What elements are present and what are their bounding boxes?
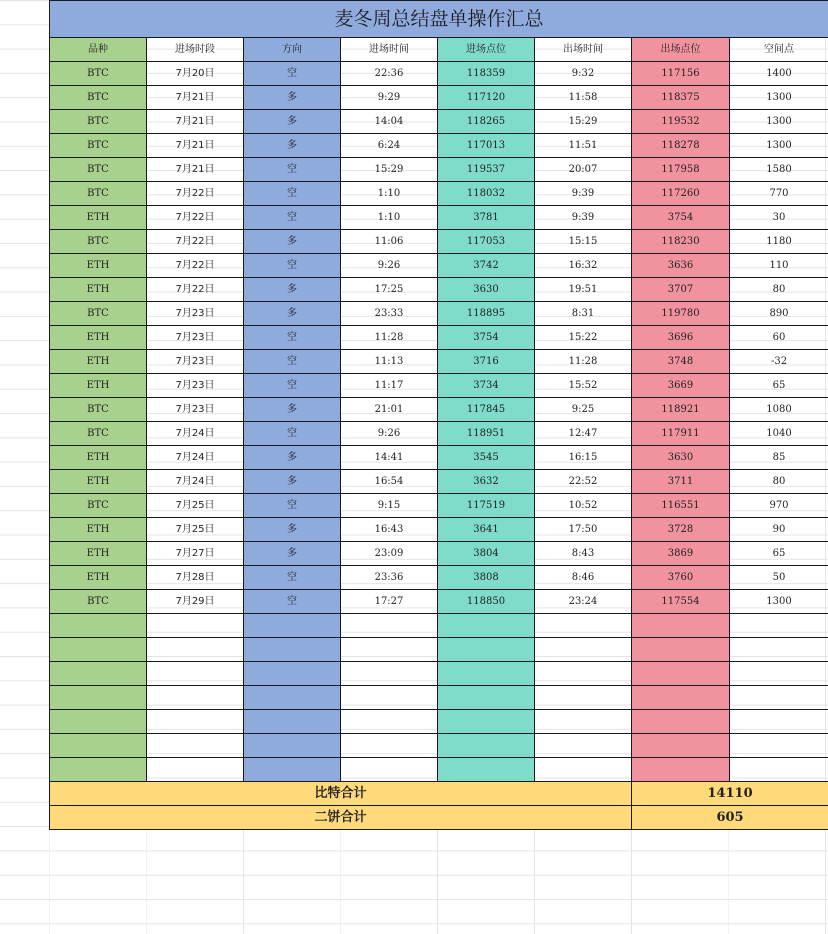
cell-empty[interactable]: [341, 638, 438, 662]
cell-entry-time[interactable]: 9:29: [341, 86, 438, 110]
cell-entry-time[interactable]: 22:36: [341, 62, 438, 86]
cell-exit-price[interactable]: 119532: [632, 110, 730, 134]
header-row: [50, 38, 828, 62]
table-row: [50, 302, 828, 326]
cell-entry-price[interactable]: 3716: [438, 350, 535, 374]
cell-empty[interactable]: [147, 638, 244, 662]
cell-entry-price[interactable]: 118265: [438, 110, 535, 134]
cell-empty[interactable]: [438, 734, 535, 758]
empty-row: [50, 710, 828, 734]
cell-exit-time[interactable]: 9:25: [535, 398, 632, 422]
cell-entry-date[interactable]: 7月21日: [147, 110, 244, 134]
header-exit-time[interactable]: 出场时间: [535, 38, 632, 62]
cell-points[interactable]: 1580: [730, 158, 828, 182]
cell-empty[interactable]: [147, 662, 244, 686]
cell-points[interactable]: 80: [730, 278, 828, 302]
cell-entry-time[interactable]: 9:26: [341, 422, 438, 446]
header-entry-price[interactable]: 进场点位: [438, 38, 535, 62]
cell-entry-date[interactable]: 7月27日: [147, 542, 244, 566]
cell-exit-price[interactable]: 3696: [632, 326, 730, 350]
cell-empty[interactable]: [244, 710, 341, 734]
cell-empty[interactable]: [535, 686, 632, 710]
cell-entry-time[interactable]: 11:13: [341, 350, 438, 374]
cell-entry-price[interactable]: 3808: [438, 566, 535, 590]
cell-entry-time[interactable]: 23:33: [341, 302, 438, 326]
cell-exit-time[interactable]: 15:52: [535, 374, 632, 398]
cell-empty[interactable]: [244, 734, 341, 758]
cell-direction[interactable]: 空: [244, 422, 341, 446]
cell-empty[interactable]: [341, 662, 438, 686]
cell-empty[interactable]: [147, 734, 244, 758]
cell-entry-date[interactable]: 7月23日: [147, 398, 244, 422]
header-entry-time[interactable]: 进场时间: [341, 38, 438, 62]
empty-row: [50, 686, 828, 710]
table-row: [50, 230, 828, 254]
cell-direction[interactable]: 空: [244, 374, 341, 398]
cell-entry-date[interactable]: 7月23日: [147, 302, 244, 326]
sheet-title[interactable]: 麦冬周总结盘单操作汇总: [50, 1, 828, 38]
cell-entry-date[interactable]: 7月22日: [147, 230, 244, 254]
cell-entry-time[interactable]: 11:06: [341, 230, 438, 254]
cell-product[interactable]: ETH: [50, 350, 147, 374]
cell-exit-price[interactable]: 116551: [632, 494, 730, 518]
cell-entry-time[interactable]: 1:10: [341, 206, 438, 230]
cell-empty[interactable]: [50, 734, 147, 758]
cell-entry-price[interactable]: 118895: [438, 302, 535, 326]
cell-empty[interactable]: [632, 734, 730, 758]
cell-entry-time[interactable]: 23:09: [341, 542, 438, 566]
cell-points[interactable]: 1300: [730, 110, 828, 134]
cell-exit-price[interactable]: 117911: [632, 422, 730, 446]
header-direction[interactable]: 方向: [244, 38, 341, 62]
cell-exit-time[interactable]: 10:52: [535, 494, 632, 518]
empty-row: [50, 638, 828, 662]
cell-product[interactable]: ETH: [50, 326, 147, 350]
cell-points[interactable]: 65: [730, 542, 828, 566]
cell-product[interactable]: BTC: [50, 422, 147, 446]
cell-product[interactable]: BTC: [50, 398, 147, 422]
cell-product[interactable]: BTC: [50, 62, 147, 86]
cell-direction[interactable]: 多: [244, 110, 341, 134]
cell-entry-time[interactable]: 17:27: [341, 590, 438, 614]
cell-empty[interactable]: [535, 638, 632, 662]
cell-entry-price[interactable]: 118032: [438, 182, 535, 206]
cell-exit-time[interactable]: 16:15: [535, 446, 632, 470]
table-row: [50, 398, 828, 422]
cell-direction[interactable]: 空: [244, 254, 341, 278]
cell-entry-date[interactable]: 7月24日: [147, 446, 244, 470]
cell-entry-time[interactable]: 6:24: [341, 134, 438, 158]
cell-entry-price[interactable]: 118951: [438, 422, 535, 446]
cell-entry-price[interactable]: 3641: [438, 518, 535, 542]
cell-points[interactable]: 110: [730, 254, 828, 278]
cell-exit-time[interactable]: 19:51: [535, 278, 632, 302]
cell-empty[interactable]: [632, 662, 730, 686]
cell-empty[interactable]: [50, 638, 147, 662]
cell-exit-time[interactable]: 8:31: [535, 302, 632, 326]
cell-product[interactable]: ETH: [50, 470, 147, 494]
table-row: [50, 134, 828, 158]
cell-exit-price[interactable]: 118921: [632, 398, 730, 422]
cell-empty[interactable]: [244, 662, 341, 686]
total-label[interactable]: 二饼合计: [50, 806, 632, 830]
cell-entry-date[interactable]: 7月22日: [147, 278, 244, 302]
empty-row: [50, 734, 828, 758]
cell-empty[interactable]: [244, 614, 341, 638]
table-row: [50, 326, 828, 350]
cell-empty[interactable]: [730, 638, 828, 662]
cell-points[interactable]: 90: [730, 518, 828, 542]
cell-exit-price[interactable]: 117260: [632, 182, 730, 206]
cell-entry-price[interactable]: 3734: [438, 374, 535, 398]
cell-points[interactable]: 970: [730, 494, 828, 518]
cell-empty[interactable]: [244, 686, 341, 710]
cell-exit-time[interactable]: 12:47: [535, 422, 632, 446]
cell-entry-date[interactable]: 7月28日: [147, 566, 244, 590]
cell-points[interactable]: 60: [730, 326, 828, 350]
cell-entry-time[interactable]: 11:28: [341, 326, 438, 350]
cell-points[interactable]: 1300: [730, 134, 828, 158]
cell-product[interactable]: ETH: [50, 278, 147, 302]
cell-product[interactable]: BTC: [50, 182, 147, 206]
cell-exit-time[interactable]: 8:46: [535, 566, 632, 590]
cell-exit-price[interactable]: 3630: [632, 446, 730, 470]
cell-points[interactable]: 65: [730, 374, 828, 398]
cell-points[interactable]: 1080: [730, 398, 828, 422]
cell-empty[interactable]: [535, 758, 632, 782]
cell-direction[interactable]: 空: [244, 566, 341, 590]
cell-points[interactable]: 1400: [730, 62, 828, 86]
total-value[interactable]: 14110: [632, 782, 828, 806]
cell-empty[interactable]: [730, 758, 828, 782]
cell-entry-price[interactable]: 3781: [438, 206, 535, 230]
cell-exit-price[interactable]: 118230: [632, 230, 730, 254]
cell-empty[interactable]: [438, 710, 535, 734]
cell-entry-time[interactable]: 14:04: [341, 110, 438, 134]
table-row: [50, 422, 828, 446]
empty-row: [50, 758, 828, 782]
cell-entry-date[interactable]: 7月22日: [147, 182, 244, 206]
cell-entry-price[interactable]: 3632: [438, 470, 535, 494]
cell-product[interactable]: BTC: [50, 86, 147, 110]
cell-empty[interactable]: [341, 734, 438, 758]
cell-product[interactable]: ETH: [50, 566, 147, 590]
cell-empty[interactable]: [50, 614, 147, 638]
cell-empty[interactable]: [438, 614, 535, 638]
cell-empty[interactable]: [341, 686, 438, 710]
cell-entry-time[interactable]: 11:17: [341, 374, 438, 398]
table-row: [50, 494, 828, 518]
cell-direction[interactable]: 空: [244, 326, 341, 350]
cell-entry-date[interactable]: 7月29日: [147, 590, 244, 614]
cell-product[interactable]: ETH: [50, 446, 147, 470]
table-row: [50, 254, 828, 278]
cell-empty[interactable]: [730, 734, 828, 758]
cell-entry-time[interactable]: 15:29: [341, 158, 438, 182]
cell-empty[interactable]: [50, 710, 147, 734]
table-row: [50, 278, 828, 302]
total-label[interactable]: 比特合计: [50, 782, 632, 806]
cell-exit-time[interactable]: 9:39: [535, 182, 632, 206]
cell-exit-time[interactable]: 9:39: [535, 206, 632, 230]
cell-exit-time[interactable]: 22:52: [535, 470, 632, 494]
cell-direction[interactable]: 多: [244, 446, 341, 470]
total-row: [50, 782, 828, 806]
cell-empty[interactable]: [50, 686, 147, 710]
cell-empty[interactable]: [341, 614, 438, 638]
cell-entry-price[interactable]: 117053: [438, 230, 535, 254]
cell-entry-price[interactable]: 118359: [438, 62, 535, 86]
cell-product[interactable]: BTC: [50, 110, 147, 134]
cell-exit-price[interactable]: 3760: [632, 566, 730, 590]
cell-empty[interactable]: [535, 614, 632, 638]
header-exit-price[interactable]: 出场点位: [632, 38, 730, 62]
cell-product[interactable]: BTC: [50, 590, 147, 614]
cell-empty[interactable]: [50, 758, 147, 782]
cell-points[interactable]: 80: [730, 470, 828, 494]
table-row: [50, 374, 828, 398]
cell-exit-price[interactable]: 119780: [632, 302, 730, 326]
cell-direction[interactable]: 多: [244, 134, 341, 158]
header-entry-date[interactable]: 进场时段: [147, 38, 244, 62]
cell-direction[interactable]: 多: [244, 86, 341, 110]
cell-exit-time[interactable]: 8:43: [535, 542, 632, 566]
cell-points[interactable]: 1300: [730, 590, 828, 614]
cell-exit-time[interactable]: 15:15: [535, 230, 632, 254]
cell-points[interactable]: 1300: [730, 86, 828, 110]
cell-entry-price[interactable]: 118850: [438, 590, 535, 614]
cell-empty[interactable]: [244, 758, 341, 782]
cell-empty[interactable]: [632, 710, 730, 734]
table-row: [50, 182, 828, 206]
cell-entry-date[interactable]: 7月20日: [147, 62, 244, 86]
cell-direction[interactable]: 多: [244, 278, 341, 302]
cell-product[interactable]: ETH: [50, 374, 147, 398]
cell-direction[interactable]: 多: [244, 518, 341, 542]
cell-exit-price[interactable]: 3748: [632, 350, 730, 374]
cell-points[interactable]: 1180: [730, 230, 828, 254]
cell-entry-date[interactable]: 7月23日: [147, 326, 244, 350]
cell-empty[interactable]: [535, 710, 632, 734]
cell-exit-time[interactable]: 23:24: [535, 590, 632, 614]
cell-entry-price[interactable]: 3804: [438, 542, 535, 566]
cell-entry-time[interactable]: 1:10: [341, 182, 438, 206]
cell-entry-time[interactable]: 14:41: [341, 446, 438, 470]
table-row: [50, 62, 828, 86]
cell-empty[interactable]: [147, 758, 244, 782]
cell-exit-time[interactable]: 17:50: [535, 518, 632, 542]
table-row: [50, 542, 828, 566]
cell-points[interactable]: 1040: [730, 422, 828, 446]
cell-exit-price[interactable]: 3869: [632, 542, 730, 566]
cell-entry-date[interactable]: 7月21日: [147, 86, 244, 110]
cell-entry-date[interactable]: 7月21日: [147, 158, 244, 182]
cell-empty[interactable]: [244, 638, 341, 662]
cell-product[interactable]: ETH: [50, 542, 147, 566]
cell-entry-date[interactable]: 7月23日: [147, 374, 244, 398]
cell-empty[interactable]: [730, 686, 828, 710]
cell-product[interactable]: BTC: [50, 134, 147, 158]
cell-entry-time[interactable]: 17:25: [341, 278, 438, 302]
trade-summary-table: [49, 0, 828, 830]
cell-exit-price[interactable]: 3669: [632, 374, 730, 398]
cell-exit-time[interactable]: 11:51: [535, 134, 632, 158]
cell-product[interactable]: ETH: [50, 206, 147, 230]
cell-direction[interactable]: 空: [244, 206, 341, 230]
cell-exit-price[interactable]: 117156: [632, 62, 730, 86]
cell-entry-price[interactable]: 117013: [438, 134, 535, 158]
cell-exit-time[interactable]: 11:28: [535, 350, 632, 374]
cell-product[interactable]: BTC: [50, 494, 147, 518]
cell-entry-price[interactable]: 117519: [438, 494, 535, 518]
cell-exit-time[interactable]: 16:32: [535, 254, 632, 278]
cell-product[interactable]: BTC: [50, 302, 147, 326]
cell-direction[interactable]: 多: [244, 398, 341, 422]
cell-exit-price[interactable]: 3711: [632, 470, 730, 494]
cell-exit-price[interactable]: 3707: [632, 278, 730, 302]
cell-exit-time[interactable]: 15:22: [535, 326, 632, 350]
cell-entry-date[interactable]: 7月24日: [147, 422, 244, 446]
cell-empty[interactable]: [730, 662, 828, 686]
cell-entry-time[interactable]: 16:43: [341, 518, 438, 542]
cell-direction[interactable]: 多: [244, 470, 341, 494]
cell-exit-time[interactable]: 20:07: [535, 158, 632, 182]
cell-entry-date[interactable]: 7月25日: [147, 494, 244, 518]
cell-entry-date[interactable]: 7月21日: [147, 134, 244, 158]
cell-empty[interactable]: [147, 614, 244, 638]
table-row: [50, 566, 828, 590]
cell-entry-time[interactable]: 16:54: [341, 470, 438, 494]
cell-entry-date[interactable]: 7月22日: [147, 254, 244, 278]
cell-points[interactable]: 85: [730, 446, 828, 470]
cell-exit-price[interactable]: 3728: [632, 518, 730, 542]
cell-points[interactable]: 50: [730, 566, 828, 590]
cell-empty[interactable]: [438, 638, 535, 662]
total-row: [50, 806, 828, 830]
cell-empty[interactable]: [438, 662, 535, 686]
cell-direction[interactable]: 多: [244, 542, 341, 566]
table-row: [50, 590, 828, 614]
cell-entry-price[interactable]: 117120: [438, 86, 535, 110]
cell-empty[interactable]: [730, 710, 828, 734]
cell-exit-price[interactable]: 3636: [632, 254, 730, 278]
cell-points[interactable]: 770: [730, 182, 828, 206]
cell-entry-time[interactable]: 9:26: [341, 254, 438, 278]
cell-empty[interactable]: [632, 638, 730, 662]
cell-empty[interactable]: [438, 758, 535, 782]
cell-points[interactable]: 30: [730, 206, 828, 230]
table-row: [50, 110, 828, 134]
cell-exit-time[interactable]: 11:58: [535, 86, 632, 110]
cell-direction[interactable]: 空: [244, 350, 341, 374]
cell-entry-price[interactable]: 3545: [438, 446, 535, 470]
cell-direction[interactable]: 多: [244, 230, 341, 254]
title-row: [50, 1, 828, 38]
table-row: [50, 470, 828, 494]
cell-empty[interactable]: [147, 710, 244, 734]
cell-product[interactable]: ETH: [50, 518, 147, 542]
cell-exit-time[interactable]: 9:32: [535, 62, 632, 86]
table-row: [50, 158, 828, 182]
cell-empty[interactable]: [438, 686, 535, 710]
table-row: [50, 350, 828, 374]
header-product[interactable]: 品种: [50, 38, 147, 62]
cell-entry-date[interactable]: 7月23日: [147, 350, 244, 374]
cell-entry-time[interactable]: 21:01: [341, 398, 438, 422]
cell-empty[interactable]: [535, 734, 632, 758]
cell-exit-price[interactable]: 117554: [632, 590, 730, 614]
cell-empty[interactable]: [50, 662, 147, 686]
cell-entry-price[interactable]: 3630: [438, 278, 535, 302]
cell-exit-price[interactable]: 3754: [632, 206, 730, 230]
table-row: [50, 518, 828, 542]
cell-direction[interactable]: 空: [244, 590, 341, 614]
table-row: [50, 206, 828, 230]
cell-direction[interactable]: 空: [244, 62, 341, 86]
cell-empty[interactable]: [147, 686, 244, 710]
table-row: [50, 446, 828, 470]
cell-entry-price[interactable]: 117845: [438, 398, 535, 422]
empty-row: [50, 614, 828, 638]
cell-entry-date[interactable]: 7月22日: [147, 206, 244, 230]
cell-product[interactable]: BTC: [50, 158, 147, 182]
cell-direction[interactable]: 空: [244, 158, 341, 182]
cell-exit-price[interactable]: 118375: [632, 86, 730, 110]
cell-entry-price[interactable]: 119537: [438, 158, 535, 182]
cell-empty[interactable]: [341, 710, 438, 734]
cell-direction[interactable]: 多: [244, 302, 341, 326]
cell-exit-time[interactable]: 15:29: [535, 110, 632, 134]
cell-empty[interactable]: [632, 614, 730, 638]
total-value[interactable]: 605: [632, 806, 828, 830]
cell-entry-price[interactable]: 3754: [438, 326, 535, 350]
cell-points[interactable]: -32: [730, 350, 828, 374]
cell-empty[interactable]: [730, 614, 828, 638]
cell-exit-price[interactable]: 117958: [632, 158, 730, 182]
cell-entry-time[interactable]: 9:15: [341, 494, 438, 518]
cell-direction[interactable]: 空: [244, 182, 341, 206]
header-points[interactable]: 空间点: [730, 38, 828, 62]
cell-product[interactable]: ETH: [50, 254, 147, 278]
cell-entry-date[interactable]: 7月25日: [147, 518, 244, 542]
cell-empty[interactable]: [632, 758, 730, 782]
cell-entry-price[interactable]: 3742: [438, 254, 535, 278]
cell-direction[interactable]: 空: [244, 494, 341, 518]
cell-empty[interactable]: [341, 758, 438, 782]
cell-empty[interactable]: [535, 662, 632, 686]
table-row: [50, 86, 828, 110]
cell-exit-price[interactable]: 118278: [632, 134, 730, 158]
cell-points[interactable]: 890: [730, 302, 828, 326]
empty-row: [50, 662, 828, 686]
cell-entry-time[interactable]: 23:36: [341, 566, 438, 590]
cell-product[interactable]: BTC: [50, 230, 147, 254]
cell-empty[interactable]: [632, 686, 730, 710]
cell-entry-date[interactable]: 7月24日: [147, 470, 244, 494]
